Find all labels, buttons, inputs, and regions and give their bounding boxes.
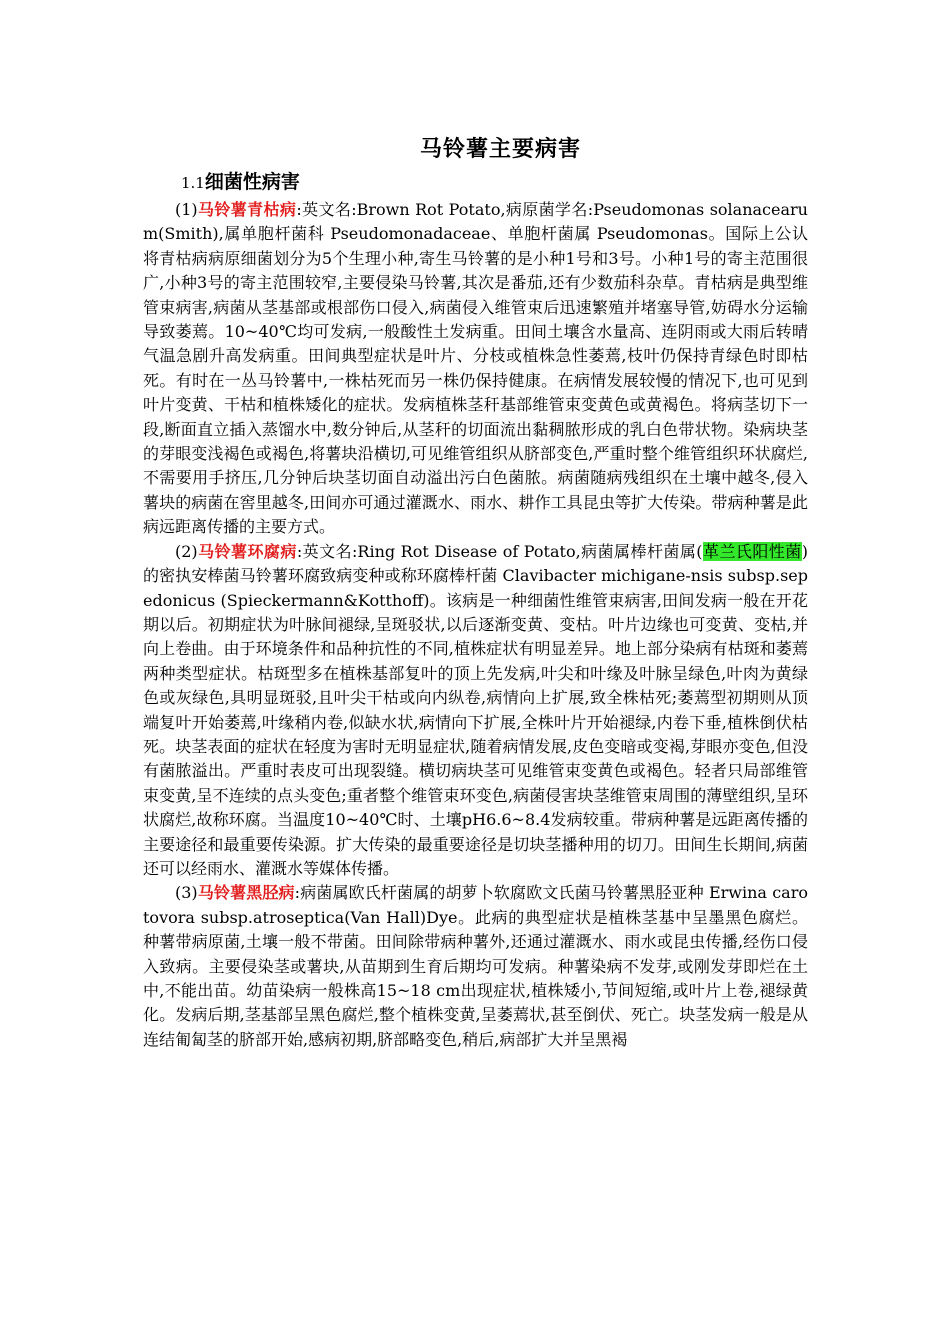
paragraph-bacterial-wilt <box>143 198 808 540</box>
paragraph-number: (3) <box>175 883 198 903</box>
section-title: 细菌性病害 <box>204 171 300 193</box>
disease-name: 马铃薯青枯病 <box>197 200 297 219</box>
disease-name: 马铃薯黑胫病 <box>197 883 295 903</box>
paragraph-body: :英文名:Brown Rot Potato,病原菌学名:Pseudomonas solanacearum(Smith),属单胞杆菌科 Pseudomonadaceae、单胞杆菌属 Pseudomonas。国际上公认将青枯病病原细菌划分为5个生理小种,寄生马铃薯的是小种1号和3号。小种1号的寄主范围很广,小种3号的寄主范围较窄,主要侵染马铃薯,其次是番茄,还有少数茄科杂草。青枯病是典型维管束病害,病菌从茎基部或根部伤口侵入,病菌侵入维管束后迅速繁殖并堵塞导管,妨碍水分运输导致萎蔫。10~40℃均可发病,一般酸性土发病重。田间土壤含水量高、连阴雨或大雨后转晴气温急剧升高发病重。田间典型症状是叶片、分枝或植株急性萎蔫,枝叶仍保持青绿色时即枯死。有时在一丛马铃薯中,一株枯死而另一株仍保持健康。在病情发展较慢的情况下,也可见到叶片变黄、干枯和植株矮化的症状。发病植株茎秆基部维管束变黄色或黄褐色。将病茎切下一段,断面直立插入蒸馏水中,数分钟后,从茎秆的切面流出黏稠脓形成的乳白色带状物。染病块茎的芽眼变浅褐色或褐色,将薯块沿横切,可见维管组织从脐部变色,严重时整个维管组织环状腐烂,不需要用手挤压,几分钟后块茎切面自动溢出污白色菌脓。病菌随病残组织在土壤中越冬,侵入薯块的病菌在窖里越冬,田间亦可通过灌溉水、雨水、耕作工具昆虫等扩大传染。带病种薯是此病远距离传播的主要方式。 <box>143 200 808 537</box>
paragraph-body: :病菌属欧氏杆菌属的胡萝卜软腐欧文氏菌马铃薯黑胫亚种 Erwina carotovora subsp.atroseptica(Van Hall)Dye。此病的典型症状是植株茎基中呈墨黑色腐烂。种薯带病原菌,土壤一般不带菌。田间除带病种薯外,还通过灌溉水、雨水或昆虫传播,经伤口侵入致病。主要侵染茎或薯块,从苗期到生育后期均可发病。种薯染病不发芽,或刚发芽即烂在土中,不能出苗。幼苗染病一般株高15~18 cm出现症状,植株矮小,节间短缩,或叶片上卷,褪绿黄化。发病后期,茎基部呈黑色腐烂,整个植株变黄,呈萎蔫状,甚至倒伏、死亡。块茎发病一般是从连结匍匐茎的脐部开始,感病初期,脐部略变色,稍后,病部扩大并呈黑褐 <box>143 883 808 1049</box>
paragraph-ring-rot <box>143 540 808 882</box>
section-heading <box>143 167 808 198</box>
paragraph-body-end: )的密执安棒菌马铃薯环腐致病变种或称环腐棒杆菌 Clavibacter michigane-nsis subsp.sepedonicus (Spieckermann&Kotthoff)。该病是一种细菌性维管束病害,田间发病一般在开花期以后。初期症状为叶脉间褪绿,呈斑驳状,以后逐渐变黄、变枯。叶片边缘也可变黄、变枯,并向上卷曲。由于环境条件和品种抗性的不同,植株症状有明显差异。地上部分染病有枯斑和萎蔫两种类型症状。枯斑型多在植株基部复叶的顶上先发病,叶尖和叶缘及叶脉呈绿色,叶肉为黄绿色或灰绿色,具明显斑驳,且叶尖干枯或向内纵卷,病情向上扩展,致全株枯死;萎蔫型初期则从顶端复叶开始萎蔫,叶缘稍内卷,似缺水状,病情向下扩展,全株叶片开始褪绿,内卷下垂,植株倒伏枯死。块茎表面的症状在轻度为害时无明显症状,随着病情发展,皮色变暗或变褐,芽眼亦变色,但没有菌脓溢出。严重时表皮可出现裂缝。横切病块茎可见维管束变黄色或褐色。轻者只局部维管束变黄,呈不连续的点头变色;重者整个维管束环变色,病菌侵害块茎维管束周围的薄壁组织,呈环状腐烂,故称环腐。当温度10~40℃时、土壤pH6.6~8.4发病较重。带病种薯是远距离传播的主要途径和最重要传染源。扩大传染的最重要途径是切块茎播种用的切刀。田间生长期间,病菌还可以经雨水、灌溉水等媒体传播。 <box>143 541 808 878</box>
paragraph-number: (1) <box>175 200 198 219</box>
page-title: 马铃薯主要病害 <box>419 136 581 162</box>
paragraph-number: (2) <box>175 541 198 561</box>
paragraph-blackleg <box>143 881 808 1052</box>
highlighted-term: 革兰氏阳性菌 <box>702 541 802 561</box>
disease-name: 马铃薯环腐病 <box>197 541 297 561</box>
paragraph-body-start: :英文名:Ring Rot Disease of Potato,病菌属棒杆菌属( <box>296 541 703 561</box>
section-number: 1.1 <box>181 174 205 192</box>
document-page <box>143 128 808 1052</box>
